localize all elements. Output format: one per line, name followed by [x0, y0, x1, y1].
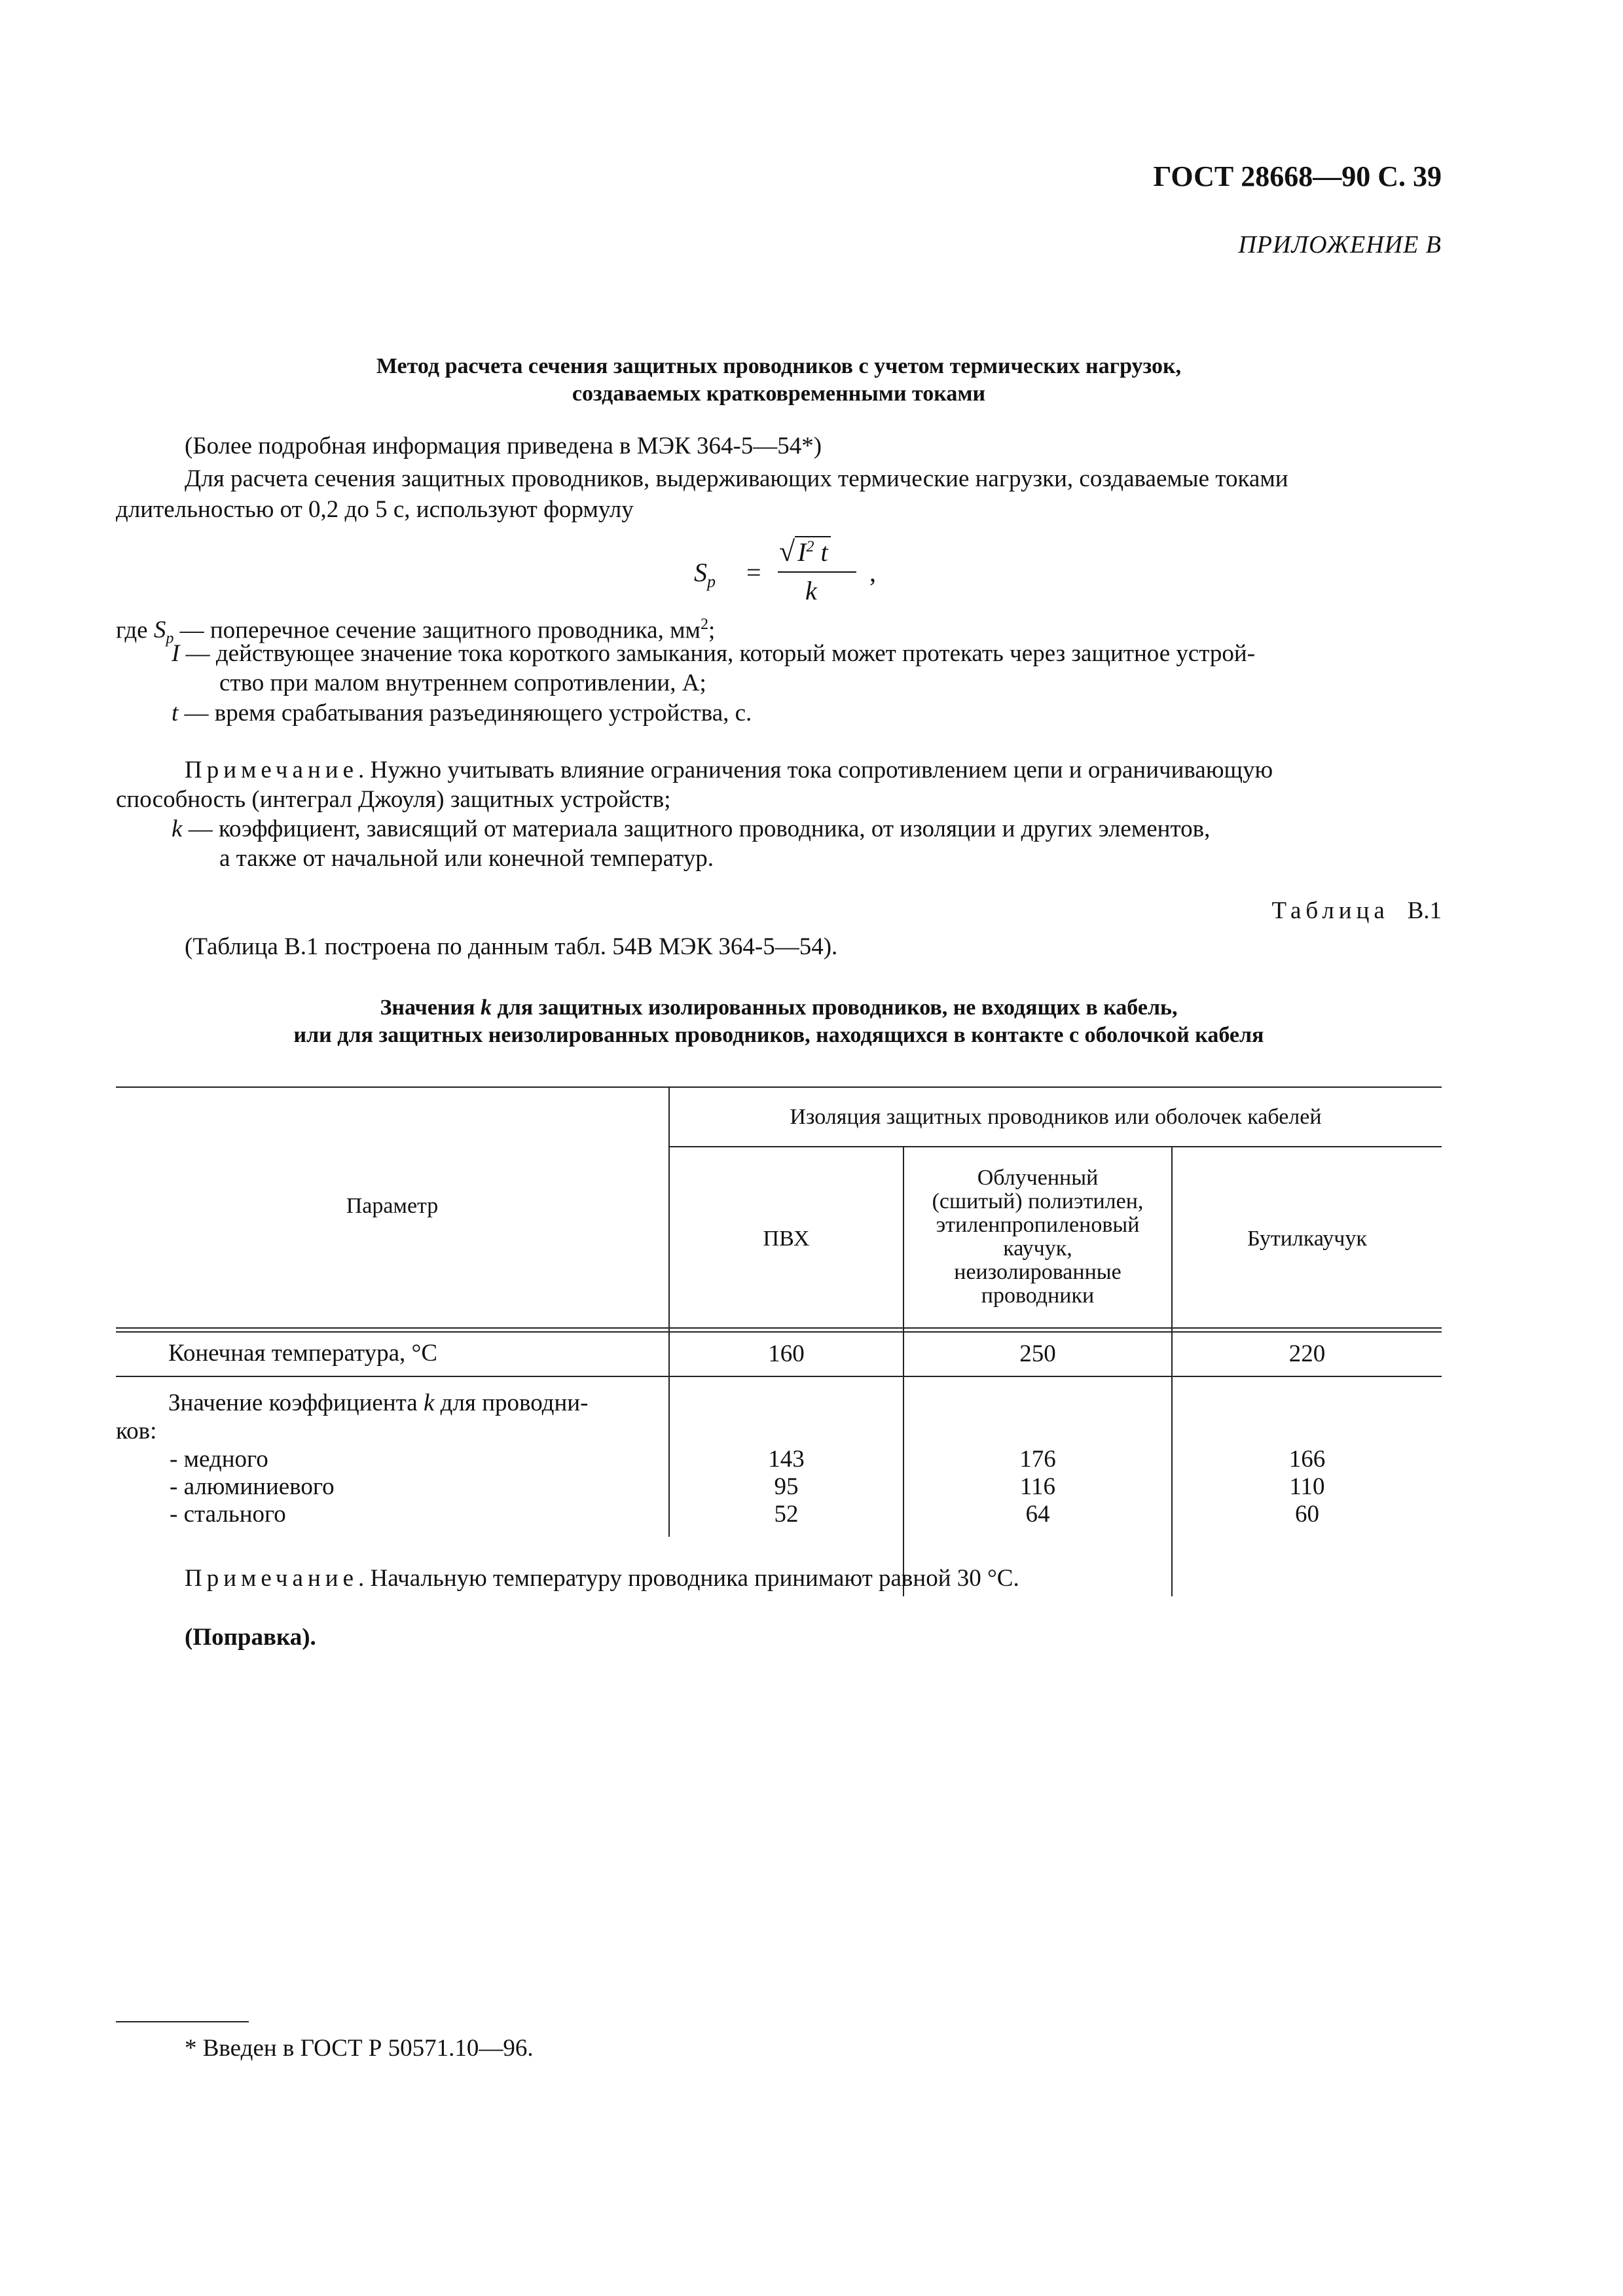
document-number: ГОСТ 28668—90 С. 39: [1153, 160, 1442, 192]
cell-temp-xlpe: 250: [1019, 1340, 1056, 1367]
cell-steel-butyl: 60: [1295, 1501, 1319, 1528]
header-bottom-rule-2: [116, 1331, 1442, 1333]
definition-sp: где $S_p$ — поперечное сечение защитного проводника, $мм^2$;: [116, 616, 716, 647]
group-header: Изоляция защитных проводников или оболочек кабелей: [790, 1105, 1322, 1129]
footnote-rule: [116, 2021, 249, 2022]
param-header: Параметр: [346, 1194, 439, 1218]
group-header-rule: [668, 1146, 1442, 1147]
formula-equals: =: [746, 558, 761, 587]
definition-i-continued: ство при малом внутреннем сопротивлении, А;: [219, 670, 706, 696]
col-header-butyl: Бутилкаучук: [1247, 1227, 1367, 1251]
row-temp-label: Конечная температура, °С: [168, 1340, 438, 1367]
intro-paragraph-line-2: длительностью от 0,2 до 5 с, используют формулу: [116, 496, 634, 523]
appendix-label: ПРИЛОЖЕНИЕ В: [1238, 231, 1442, 259]
row-separator: [116, 1376, 1442, 1377]
formula-lhs: $S_p$: [694, 558, 716, 591]
table-title-line-1: Значения k для защитных изолированных проводников, не входящих в кабель,: [380, 996, 1178, 1020]
cell-copper-xlpe: 176: [1019, 1446, 1056, 1473]
row-k-label-continued: ков:: [116, 1418, 157, 1444]
amendment: (Поправка).: [185, 1624, 316, 1651]
col-header-xlpe: Облученный (сшитый) полиэтилен, этиленпропиленовый каучук, неизолированные проводники: [932, 1166, 1144, 1308]
definition-k: k — коэффициент, зависящий от материала защитного проводника, от изоляции и других элементов,: [172, 816, 1211, 842]
row-k-label: Значение коэффициента k для проводни-: [168, 1390, 589, 1416]
col-header-pvc: ПВХ: [763, 1227, 810, 1251]
fraction-bar: [778, 571, 856, 573]
intro-paragraph-line-1: Для расчета сечения защитных проводников, выдерживающих термические нагрузки, создаваемые токами: [185, 465, 1288, 492]
section-title-line-2: создаваемых кратковременными токами: [572, 382, 986, 406]
cell-steel-pvc: 52: [774, 1501, 799, 1528]
material-steel: - стального: [170, 1501, 286, 1528]
table-source: (Таблица В.1 построена по данным табл. 54В МЭК 364-5—54).: [185, 933, 838, 960]
formula-numerator: √ $I^2$ t: [779, 535, 831, 568]
sqrt-icon: √: [779, 535, 795, 567]
footnote: * Введен в ГОСТ Р 50571.10—96.: [185, 2035, 534, 2062]
table-label: Таблица В.1: [1271, 897, 1442, 924]
formula: $S_p$ = √ $I^2$ t k ,: [694, 535, 876, 605]
reference-note: (Более подробная информация приведена в МЭК 364-5—54*): [185, 433, 822, 459]
material-aluminium: - алюминиевого: [170, 1473, 335, 1500]
definition-i: I — действующее значение тока короткого замыкания, который может протекать через защитное устрой-: [172, 640, 1256, 667]
definition-t: t — время срабатывания разъединяющего устройства, с.: [172, 700, 752, 726]
cell-aluminium-pvc: 95: [774, 1473, 799, 1500]
cell-copper-butyl: 166: [1288, 1446, 1326, 1473]
section-title-line-1: Метод расчета сечения защитных проводников с учетом термических нагрузок,: [376, 354, 1182, 378]
cell-aluminium-xlpe: 116: [1019, 1473, 1056, 1500]
cell-steel-xlpe: 64: [1025, 1501, 1050, 1528]
header-bottom-rule-1: [116, 1327, 1442, 1329]
cell-copper-pvc: 143: [768, 1446, 805, 1473]
table-title-line-2: или для защитных неизолированных проводников, находящихся в контакте с оболочкой кабеля: [293, 1023, 1264, 1047]
note-2: Примечание. Начальную температуру проводника принимают равной 30 °С.: [185, 1565, 1019, 1592]
definition-k-continued: а также от начальной или конечной температур.: [219, 845, 714, 872]
table-top-rule: [116, 1086, 1442, 1088]
cell-temp-pvc: 160: [768, 1340, 805, 1367]
k-values-table: [116, 1086, 1442, 1537]
cell-temp-butyl: 220: [1288, 1340, 1326, 1367]
note-1: Примечание. Нужно учитывать влияние ограничения тока сопротивлением цепи и ограничивающую: [185, 757, 1273, 783]
cell-aluminium-butyl: 110: [1289, 1473, 1325, 1500]
formula-denominator: k: [805, 576, 817, 605]
note-1-continued: способность (интеграл Джоуля) защитных устройств;: [116, 786, 671, 813]
material-copper: - медного: [170, 1446, 268, 1473]
col-divider-3: [1171, 1146, 1173, 1596]
